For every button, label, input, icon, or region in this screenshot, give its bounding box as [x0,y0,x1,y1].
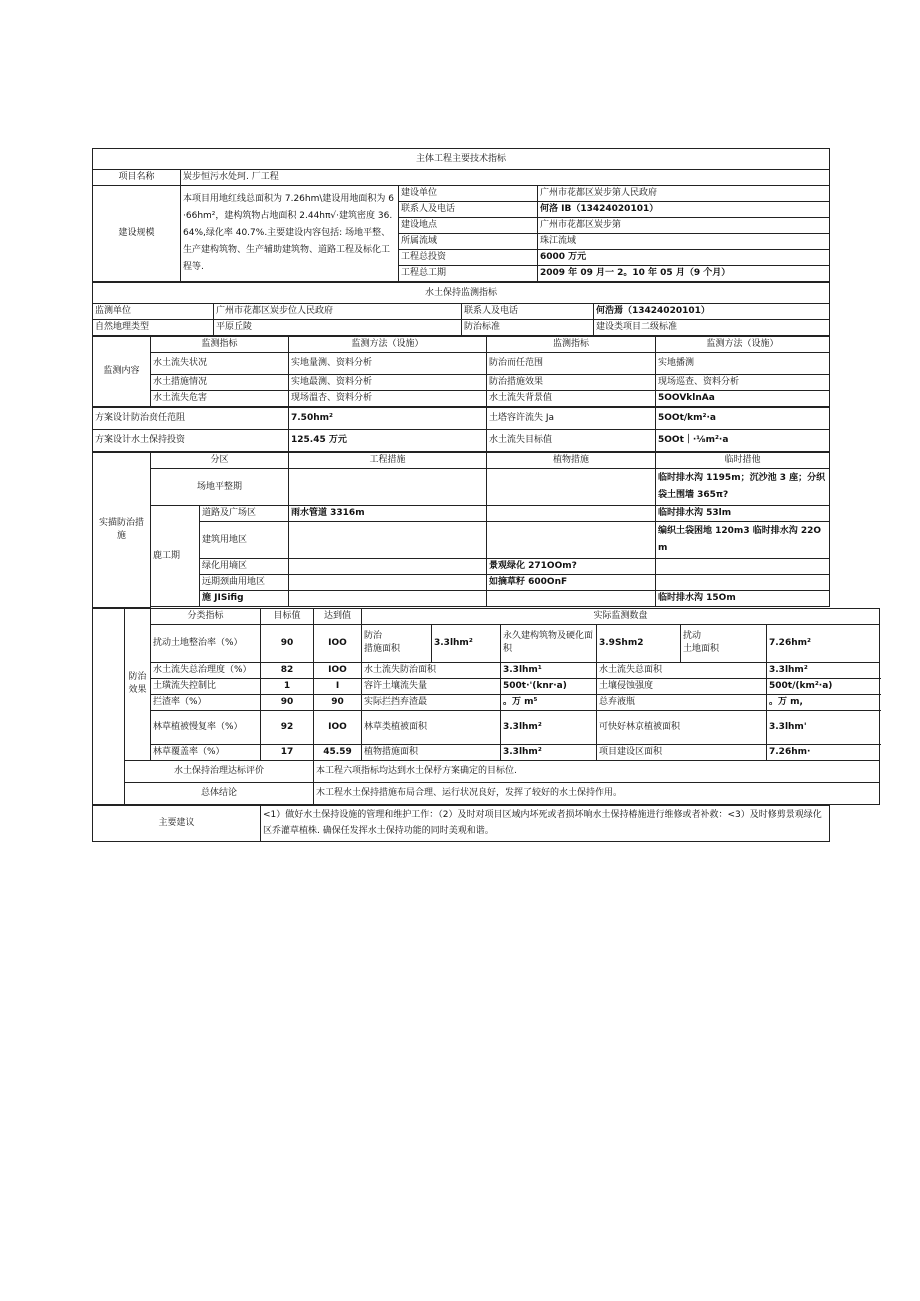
effect-reach: 45.59 [314,744,362,760]
effect-table [92,608,880,805]
allow-value: 5OOt∕km²·a [656,408,830,430]
info-value: 6000 万元 [538,250,830,266]
info-value: 2009 年 09 月一 2。10 年 05 月（9 个月） [538,266,830,282]
monitor-index: 水土流失状况 [151,353,289,375]
eval-value: 本工程六项指标均达到水土保杼方案确定的目标位. [314,760,880,782]
effect-reach: 90 [314,694,362,710]
effect-header: 达到值 [314,608,362,624]
effect-cat: 土璜流失控制比 [151,678,261,694]
construction-period-label: 鹿工期 [151,506,200,607]
report-sheet [92,148,833,842]
effect-v2: 7.26hm· [767,744,880,760]
zone-tmp: 编织土袋困地 120m3 临时排水沟 22Om [656,522,830,559]
geo-type-label: 自然地理类型 [93,320,214,336]
effect-target: 92 [261,710,314,744]
effect-target: 90 [261,694,314,710]
col-header: 监测指标 [487,337,656,353]
info-label: 建设单位 [399,186,538,202]
effect-l2: 永久建构筑物及硬化面积 [501,624,597,662]
measures-label: 实描防治措施 [93,453,151,608]
zone-eng: 雨水管道 3316m [289,506,487,522]
info-value: 珠江流域 [538,234,830,250]
zone-tmp [656,575,830,591]
scheme-table [92,407,830,452]
effect-v2: 3.3lhm² [767,662,880,678]
effect-cat: 林草植被慢复率（%） [151,710,261,744]
effect-v1: 3.3lhm¹ [501,662,597,678]
effect-header: 目标值 [261,608,314,624]
zone-name: 施 JISifig [200,591,289,607]
eval-label: 水土保持治理达标评价 [125,760,314,782]
zone-veg: 景观绿化 271OOm? [487,559,656,575]
effect-l2: 水土流失总面积 [597,662,767,678]
effect-l2: 可快好林京植被面积 [597,710,767,744]
zone-tmp [656,559,830,575]
effect-l3: 扰动 土地面积 [681,624,767,662]
zone-veg [487,506,656,522]
effect-l1: 水土流失防治面积 [362,662,501,678]
monitor-method: 现场溫杏、资料分析 [289,391,487,407]
target-value: 5OOt｜·⅛m²·a [656,430,830,452]
effect-blank [93,608,125,804]
effect-header: 实际监测数盘 [362,608,880,624]
effect-l1: 实际拦挡弃渣最 [362,694,501,710]
effect-reach: IOO [314,710,362,744]
effect-target: 17 [261,744,314,760]
effect-v2: 500t/(km²·a) [767,678,880,694]
zone-eng [289,575,487,591]
monitor-content-table [92,336,830,407]
measures-header-eng: 工程措施 [289,453,487,469]
conclusion-value: 木工程水土保持措施布局合理、运行状况良好，发挥了较好的水土保持作用。 [314,782,880,804]
monitor-index: 水土流失危害 [151,391,289,407]
effect-v2: 3.3lhm' [767,710,880,744]
monitor-index: 水土措施情况 [151,375,289,391]
effect-cat: 林草覆盖率（%） [151,744,261,760]
conclusion-label: 总体结论 [125,782,314,804]
zone-name: 道路及广场区 [200,506,289,522]
main-title: 主体工程主要技术指标 [93,149,830,170]
monitor-contact-value: 何浩焉（13424020101） [594,304,830,320]
zone-name: 建筑用地区 [200,522,289,559]
monitor-title: 水土保持监测指标 [93,283,830,304]
std-label: 防治标准 [462,320,594,336]
monitor-index: 防治措施效果 [487,375,656,391]
monitor-unit-label: 监测单位 [93,304,214,320]
effect-v3: 7.26hm² [767,624,880,662]
info-label: 所属流域 [399,234,538,250]
info-label: 建设地点 [399,218,538,234]
effect-l1: 防治 措施面积 [362,624,432,662]
scale-label: 建设规模 [93,186,181,282]
zone-eng [289,522,487,559]
info-label: 联系人及电话 [399,202,538,218]
scale-value: 本项目用地红线总面积为 7.26hm\建设用地面积为 6·66hm²，建构筑物占地面积 2.44hπ√·建筑密度 36.64%,绿化率 40.7%.主要建设内容包括: 场地平整、生产建构筑物、生产辅助建筑物、道路工程及标化工程等. [181,186,399,282]
col-header: 监测方法（设施） [289,337,487,353]
monitor-method: 现场巡查、资料分析 [656,375,830,391]
effect-target: 1 [261,678,314,694]
zone-eng [289,591,487,607]
effect-l2: 项目建设区面积 [597,744,767,760]
site-period-label: 场地平整期 [151,469,289,506]
monitor-unit-value: 广州市花都区炭步位人民政府 [214,304,462,320]
empty-cell [289,469,487,506]
std-value: 建设类项目二级标准 [594,320,830,336]
monitor-index: 防治而任范围 [487,353,656,375]
col-header: 监测方法（设施） [656,337,830,353]
invest-label: 方案设计水土保持投资 [93,430,289,452]
monitor-method: 5OOVklnAa [656,391,830,407]
zone-tmp: 临时排水沟 53lm [656,506,830,522]
effect-l2: 总弃液瓶 [597,694,767,710]
effect-reach: IOO [314,662,362,678]
zone-tmp: 临时排水沟 15Om [656,591,830,607]
effect-v1: 500t·'(knr·a) [501,678,597,694]
effect-cat: 扰动土地整治率（%） [151,624,261,662]
effect-target: 90 [261,624,314,662]
monitor-table [92,282,830,336]
zone-eng [289,559,487,575]
geo-type-value: 平原丘陵 [214,320,462,336]
effect-v1: 3.3lhm² [432,624,501,662]
info-value: 何洛 IB（13424020101） [538,202,830,218]
measures-header-tmp: 临时措他 [656,453,830,469]
effect-l2: 土壤侵蚀强度 [597,678,767,694]
monitor-method: 实地量测、资料分析 [289,353,487,375]
measures-header-veg: 植物措施 [487,453,656,469]
effect-l1: 植物措施面积 [362,744,501,760]
effect-v2: 。万 m, [767,694,880,710]
effect-v1: 3.3lhm² [501,744,597,760]
project-name-label: 项目名称 [93,170,181,186]
effect-l1: 林草类植被面积 [362,710,501,744]
zone-name: 绿化用墒区 [200,559,289,575]
range-value: 7.50hm² [289,408,487,430]
zone-veg [487,522,656,559]
effect-reach: IOO [314,624,362,662]
measures-header-zone: 分区 [151,453,289,469]
advice-value: <1）做好水土保持设施的管理和维护工作：（2）及时对项目区域内坏死或者损坏晌水土保持椿施进行维修或者补救：<3）及时修剪景观绿化区乔灌草植株. 确保任发挥水土保持功能的同时美观和谐。 [261,805,830,841]
monitor-content-label: 监测内容 [93,337,151,407]
zone-name: 远期颈曲用地区 [200,575,289,591]
effect-v1: 。万 m⁵ [501,694,597,710]
allow-label: 土塔容许流失 Ja [487,408,656,430]
info-value: 广州市花都区炭步第 [538,218,830,234]
col-header: 监测指标 [151,337,289,353]
monitor-method: 实地播测 [656,353,830,375]
effect-label: 防治效果 [125,608,151,760]
info-label: 工程总工期 [399,266,538,282]
zone-veg: 如摘草籽 600OnF [487,575,656,591]
advice-table [92,805,830,842]
monitor-index: 水土流失背景值 [487,391,656,407]
site-tmp-value: 临时排水沟 1195m；沉沙池 3 座；分织袋土围墙 365π? [656,469,830,506]
effect-cat: 水土流失总治理度（%） [151,662,261,678]
monitor-method: 实地最测、资料分析 [289,375,487,391]
effect-reach: I [314,678,362,694]
measures-table [92,452,830,608]
target-label: 水土流失目标值 [487,430,656,452]
monitor-contact-label: 联系人及电话 [462,304,594,320]
effect-l1: 容许土壤流失量 [362,678,501,694]
effect-v2: 3.9Shm2 [597,624,681,662]
effect-cat: 拦渣率（%） [151,694,261,710]
project-name-value: 炭步恒污水处珂. 厂工程 [181,170,830,186]
empty-cell [487,469,656,506]
invest-value: 125.45 万元 [289,430,487,452]
range-label: 方案设计防治贲任范阻 [93,408,289,430]
effect-v1: 3.3lhm² [501,710,597,744]
effect-target: 82 [261,662,314,678]
advice-label: 主要建议 [93,805,261,841]
effect-header: 分类指标 [151,608,261,624]
info-label: 工程总投资 [399,250,538,266]
zone-veg [487,591,656,607]
main-project-table [92,148,830,282]
info-value: 广州市花都区炭步第人民政府 [538,186,830,202]
